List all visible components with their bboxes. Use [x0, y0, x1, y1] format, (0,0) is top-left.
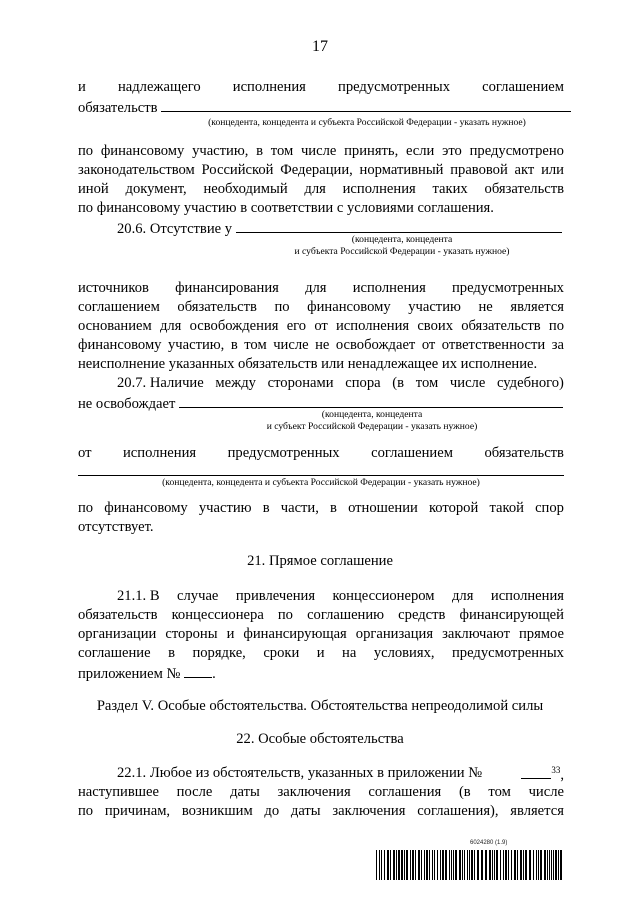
- word: условиях,: [373, 645, 435, 661]
- word: соглашением: [371, 445, 453, 461]
- word: и: [78, 79, 86, 95]
- word: спор: [535, 500, 564, 516]
- word: исполнения: [336, 318, 410, 334]
- word: это: [442, 143, 462, 159]
- barcode-bar: [455, 850, 457, 880]
- p1-line-2: обязательств: [78, 97, 564, 117]
- barcode-bar: [464, 850, 465, 880]
- word: и: [316, 645, 325, 661]
- word: (в: [392, 375, 405, 391]
- barcode-bar: [538, 850, 539, 880]
- word: законодательством: [78, 162, 195, 178]
- word: сторонами: [267, 375, 334, 391]
- word: в: [330, 500, 337, 516]
- word: числе: [273, 337, 309, 353]
- barcode-bar: [390, 850, 391, 880]
- barcode-bar: [434, 850, 435, 880]
- barcode-bar: [376, 850, 377, 880]
- barcode-bar: [523, 850, 524, 880]
- word: спора: [345, 375, 381, 391]
- word: от: [421, 337, 436, 353]
- word: концессионером: [332, 588, 435, 604]
- barcode-bar: [511, 850, 512, 880]
- barcode-bar: [471, 850, 473, 880]
- barcode-bar: [503, 850, 504, 880]
- barcode-bar: [384, 850, 385, 880]
- word: соглашением: [482, 79, 564, 95]
- s21-line-4: [78, 644, 564, 662]
- word: участию: [408, 299, 461, 315]
- barcode-bar: [481, 850, 483, 880]
- section-21-heading: 21. Прямое соглашение: [247, 553, 393, 569]
- word: таких: [432, 181, 468, 197]
- p207-line-2: не освобождает: [78, 393, 564, 413]
- barcode-bar: [387, 850, 389, 880]
- barcode-bar: [410, 850, 411, 880]
- word: концессионера: [171, 607, 264, 623]
- word: ответственности: [441, 337, 546, 353]
- word: для: [452, 588, 474, 604]
- p207-note-1: (концедента, концедента: [321, 409, 423, 420]
- word: причинам,: [104, 803, 171, 819]
- word: является: [510, 803, 564, 819]
- word: надлежащего: [117, 79, 201, 95]
- word: Российской: [201, 162, 274, 178]
- s22-line-1: 22.1. Любое из обстоятельств, указанных в приложении № $^{33}$,: [117, 765, 564, 783]
- barcode-bar: [437, 850, 438, 880]
- word: том: [488, 784, 511, 800]
- word: случае: [177, 588, 219, 604]
- barcode-bar: [469, 850, 470, 880]
- word: возникшим: [181, 803, 253, 819]
- word: организации: [78, 626, 157, 642]
- p207-note-2: и субъект Российской Федерации - указать нужное): [266, 421, 478, 432]
- section-v-heading: Раздел V. Особые обстоятельства. Обстоятельства непреодолимой силы: [96, 698, 544, 714]
- word: стороны: [165, 626, 218, 642]
- word: участию,: [167, 337, 225, 353]
- barcode-bar: [379, 850, 380, 880]
- word: финансовому: [100, 143, 185, 159]
- word: по: [274, 299, 290, 315]
- barcode-bar: [453, 850, 454, 880]
- barcode-bar: [451, 850, 452, 880]
- word: за: [551, 337, 564, 353]
- word: том: [244, 337, 267, 353]
- barcode-bar: [517, 850, 518, 880]
- barcode-bar: [549, 850, 550, 880]
- word: (в: [458, 784, 471, 800]
- word: если: [405, 143, 435, 159]
- word: источников: [78, 280, 149, 296]
- word: заключают: [442, 626, 510, 642]
- p207-rule: [78, 475, 564, 476]
- barcode-bar: [560, 850, 562, 880]
- word: финансовому: [104, 500, 188, 516]
- barcode-bar: [553, 850, 554, 880]
- word: исполнения: [123, 445, 197, 461]
- s21-line-1: [117, 587, 564, 605]
- barcode-bar: [393, 850, 395, 880]
- word: финансирования: [175, 280, 279, 296]
- word: от: [314, 318, 328, 334]
- word: соглашению: [307, 607, 385, 623]
- barcode-bar: [500, 850, 501, 880]
- p206-line-4: [78, 317, 564, 335]
- p207-line-3: [78, 444, 564, 462]
- word: участию,: [192, 143, 249, 159]
- word: не: [315, 337, 330, 353]
- word: сроки: [263, 645, 300, 661]
- word: его: [286, 318, 307, 334]
- barcode-bar: [514, 850, 516, 880]
- barcode-bar: [489, 850, 491, 880]
- word: финансовому: [78, 337, 162, 353]
- p1-line-3: [78, 142, 564, 160]
- word: исполнения: [342, 181, 416, 197]
- word: обязательств: [484, 181, 564, 197]
- s22-line-2: [78, 783, 564, 801]
- word: в: [256, 143, 264, 159]
- word: даты: [230, 784, 260, 800]
- word: иной: [78, 181, 109, 197]
- word: соглашением: [78, 299, 160, 315]
- word: по: [277, 607, 293, 623]
- word: освобождает: [335, 337, 416, 353]
- word: обязательств: [78, 607, 158, 623]
- s21-line-3: [78, 625, 564, 643]
- word: исполнения: [232, 79, 306, 95]
- word: том: [270, 143, 294, 159]
- barcode-bar: [525, 850, 527, 880]
- barcode-bar: [418, 850, 420, 880]
- word: которой: [428, 500, 479, 516]
- barcode-bar: [558, 850, 559, 880]
- barcode-bar: [505, 850, 507, 880]
- barcode-bar: [536, 850, 537, 880]
- barcode-bar: [421, 850, 422, 880]
- s21-line-5: приложением № .: [78, 663, 564, 683]
- word: участию: [198, 500, 252, 516]
- word: по: [78, 500, 94, 516]
- word: основанием: [78, 318, 152, 334]
- barcode-bar: [440, 850, 441, 880]
- barcode-bar: [396, 850, 397, 880]
- word: акт: [514, 162, 535, 178]
- barcode-bar: [544, 850, 546, 880]
- p207-note-3: (концедента, концедента и субъекта Российской Федерации - указать нужное): [162, 477, 480, 488]
- barcode-bar: [424, 850, 425, 880]
- p206-line-2: [78, 279, 564, 297]
- word: финансирующей: [459, 607, 564, 623]
- word: после: [176, 784, 213, 800]
- word: или: [541, 162, 564, 178]
- barcode-bar: [520, 850, 522, 880]
- word: предусмотренных: [452, 645, 564, 661]
- p1-note: (концедента, концедента и субъекта Российской Федерации - указать нужное): [208, 117, 526, 128]
- word: даты: [290, 803, 321, 819]
- word: от: [78, 445, 92, 461]
- word: финансовому: [307, 299, 391, 315]
- p206-line-5: [78, 336, 564, 354]
- p207-line-4: [78, 499, 564, 517]
- word: нормативный: [359, 162, 444, 178]
- barcode-bar: [551, 850, 552, 880]
- p206-line-3: [78, 298, 564, 316]
- word: средств: [398, 607, 446, 623]
- barcode-bar: [415, 850, 416, 880]
- word: такой: [489, 500, 524, 516]
- barcode: [376, 850, 564, 880]
- word: порядке,: [192, 645, 246, 661]
- p1-line-6: по финансовому участию в соответствии с условиями соглашения.: [78, 200, 494, 216]
- word: в: [168, 645, 175, 661]
- word: соглашение: [78, 645, 151, 661]
- barcode-bar: [477, 850, 479, 880]
- page-number: 17: [312, 38, 328, 55]
- word: финансирующая: [243, 626, 347, 642]
- word: и: [226, 626, 235, 642]
- barcode-bar: [459, 850, 461, 880]
- word: для: [305, 280, 327, 296]
- barcode-bar: [492, 850, 493, 880]
- footnote-ref: 33: [551, 765, 561, 776]
- s21-line-2: [78, 606, 564, 624]
- barcode-bar: [429, 850, 430, 880]
- word: правовой: [450, 162, 508, 178]
- barcode-bar: [426, 850, 428, 880]
- barcode-bar: [401, 850, 403, 880]
- word: соглашения),: [417, 803, 499, 819]
- barcode-bar: [406, 850, 408, 880]
- barcode-bar: [462, 850, 463, 880]
- word: наступившее: [78, 784, 159, 800]
- word: в: [262, 500, 270, 516]
- p206-line-1: 20.6. Отсутствие у: [117, 218, 564, 238]
- barcode-bar: [496, 850, 498, 880]
- word: части,: [280, 500, 319, 516]
- barcode-bar: [540, 850, 542, 880]
- barcode-bar: [445, 850, 447, 880]
- word: заключения: [332, 803, 406, 819]
- p206-line-6: неисполнение указанных обязательств или ненадлежащее их исполнение.: [78, 356, 538, 372]
- word: для: [159, 318, 182, 334]
- barcode-bar: [432, 850, 433, 880]
- barcode-bar: [398, 850, 400, 880]
- p207-line-1: [117, 374, 564, 392]
- barcode-bar: [547, 850, 548, 880]
- word: освобождения: [189, 318, 279, 334]
- word: отношении: [348, 500, 418, 516]
- barcode-bar: [381, 850, 382, 880]
- barcode-bar: [449, 850, 450, 880]
- word: том: [415, 375, 439, 391]
- word: Федерации,: [280, 162, 353, 178]
- word: привлечения: [235, 588, 316, 604]
- p1-line-4: [78, 161, 564, 179]
- word: организация: [355, 626, 434, 642]
- barcode-bar: [442, 850, 444, 880]
- p206-note-1: (концедента, концедента: [351, 234, 453, 245]
- barcode-bar: [508, 850, 509, 880]
- word: в: [230, 337, 238, 353]
- barcode-bar: [412, 850, 414, 880]
- word: предусмотренных: [227, 445, 340, 461]
- word: исполнения: [352, 280, 426, 296]
- barcode-bar: [404, 850, 405, 880]
- word: прямое: [518, 626, 564, 642]
- barcode-bar: [555, 850, 557, 880]
- word: обязательств: [177, 299, 257, 315]
- word: обязательств: [461, 318, 541, 334]
- word: 20.7. Наличие: [117, 375, 204, 391]
- word: документ,: [125, 181, 187, 197]
- word: предусмотренных: [338, 79, 450, 95]
- word: числе: [528, 784, 564, 800]
- word: по: [548, 318, 564, 334]
- word: судебного): [497, 375, 564, 391]
- section-22-heading: 22. Особые обстоятельства: [236, 731, 404, 747]
- word: на: [342, 645, 357, 661]
- word: обязательств: [484, 445, 564, 461]
- word: для: [304, 181, 326, 197]
- barcode-bar: [474, 850, 475, 880]
- word: предусмотренных: [452, 280, 564, 296]
- barcode-bar: [494, 850, 495, 880]
- barcode-bar: [485, 850, 487, 880]
- word: между: [215, 375, 256, 391]
- word: не: [478, 299, 493, 315]
- barcode-bar: [467, 850, 468, 880]
- word: по: [78, 143, 94, 159]
- word: 21.1. В: [117, 588, 160, 604]
- word: числе: [300, 143, 337, 159]
- word: предусмотрено: [469, 143, 564, 159]
- word: необходимый: [203, 181, 288, 197]
- p207-line-5: отсутствует.: [78, 519, 154, 535]
- word: по: [78, 803, 94, 819]
- barcode-bar: [529, 850, 531, 880]
- word: является: [510, 299, 564, 315]
- barcode-number: 6024280 (1.9): [470, 840, 508, 846]
- s22-line-3: [78, 802, 564, 820]
- word: до: [264, 803, 280, 819]
- word: заключения: [277, 784, 351, 800]
- word: своих: [417, 318, 453, 334]
- p1-line-5: [78, 180, 564, 198]
- barcode-bar: [533, 850, 534, 880]
- word: принять,: [344, 143, 399, 159]
- p1-line-1: [78, 78, 564, 96]
- word: числе: [449, 375, 486, 391]
- word: соглашения: [368, 784, 442, 800]
- p206-note-2: и субъекта Российской Федерации - указать нужное): [294, 246, 510, 257]
- word: исполнения: [490, 588, 564, 604]
